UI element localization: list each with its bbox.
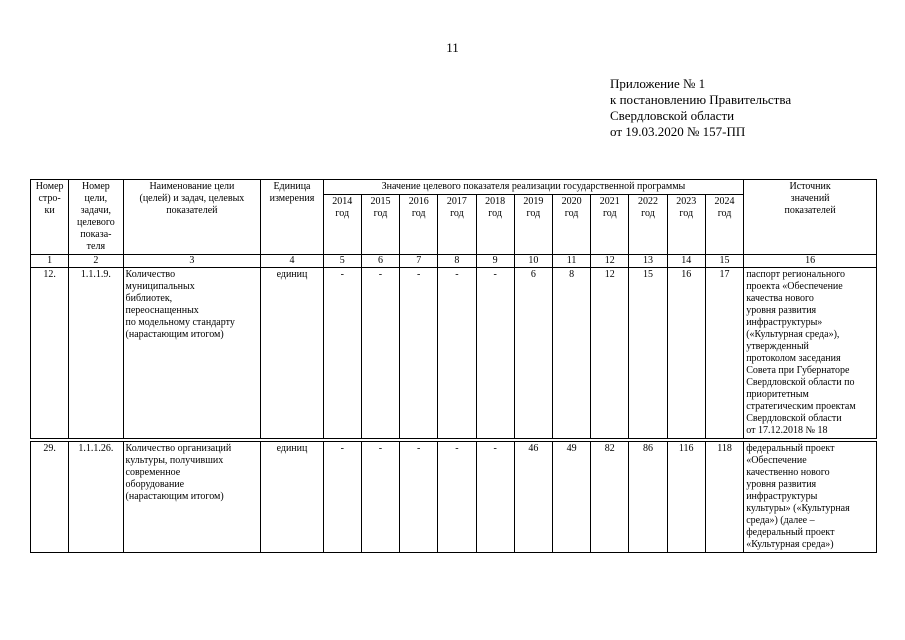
column-number: 3 bbox=[123, 255, 261, 268]
source-line: «Культурная среда») bbox=[746, 539, 834, 550]
indicator-name bbox=[123, 442, 261, 553]
column-number: 10 bbox=[514, 255, 552, 268]
year-value-cell: - bbox=[361, 442, 399, 553]
source bbox=[744, 268, 877, 439]
source-line: среда») (далее – bbox=[746, 515, 815, 526]
year-value-cell: 46 bbox=[514, 442, 552, 553]
column-number: 1 bbox=[31, 255, 69, 268]
source bbox=[744, 442, 877, 553]
year-value-cell: - bbox=[400, 268, 438, 439]
source-line: паспорт регионального bbox=[746, 269, 846, 280]
source-line: уровня развития bbox=[746, 305, 817, 316]
year-value-cell: - bbox=[400, 442, 438, 553]
source-line: («Культурная среда»), bbox=[746, 329, 840, 340]
appendix-line: от 19.03.2020 № 157-ПП bbox=[610, 124, 746, 139]
source-line: качества нового bbox=[746, 293, 814, 304]
header-line: Источник bbox=[789, 181, 831, 192]
year-value-cell: 8 bbox=[552, 268, 590, 439]
indicator-name bbox=[123, 268, 261, 439]
source-line: приоритетным bbox=[746, 389, 809, 400]
source-line: протоколом заседания bbox=[746, 353, 841, 364]
year-value-cell: 86 bbox=[629, 442, 667, 553]
column-number: 12 bbox=[591, 255, 629, 268]
year-value: 2014 bbox=[332, 196, 353, 207]
year-value: 2021 bbox=[599, 196, 620, 207]
year-value-cell: - bbox=[361, 268, 399, 439]
name-line: переоснащенных bbox=[125, 305, 199, 316]
year-value-cell: 82 bbox=[591, 442, 629, 553]
header-value-group: Значение целевого показателя реализации государственной программы bbox=[323, 180, 744, 195]
year-word: год bbox=[564, 208, 579, 219]
unit: единиц bbox=[261, 442, 323, 553]
name-line: (нарастающим итогом) bbox=[125, 491, 224, 502]
source-line: утвержденный bbox=[746, 341, 809, 352]
column-number: 11 bbox=[552, 255, 590, 268]
header-year bbox=[667, 195, 705, 255]
header-name bbox=[123, 180, 261, 255]
goal-number: 1.1.1.9. bbox=[69, 268, 123, 439]
year-word: год bbox=[602, 208, 617, 219]
header-line: показателей bbox=[784, 205, 836, 216]
source-line: Свердловской области по bbox=[746, 377, 855, 388]
header-year bbox=[438, 195, 476, 255]
year-word: год bbox=[679, 208, 694, 219]
header-source bbox=[744, 180, 877, 255]
column-number: 4 bbox=[261, 255, 323, 268]
source-line: культуры» («Культурная bbox=[746, 503, 850, 514]
header-year bbox=[629, 195, 667, 255]
column-number: 16 bbox=[744, 255, 877, 268]
header-line: показа- bbox=[80, 229, 112, 240]
year-value-cell: - bbox=[323, 442, 361, 553]
header-line: задачи, bbox=[80, 205, 112, 216]
header-line: теля bbox=[86, 241, 106, 252]
header-row-top bbox=[31, 180, 877, 195]
year-value: 2015 bbox=[370, 196, 391, 207]
year-value-cell: 49 bbox=[552, 442, 590, 553]
year-word: год bbox=[488, 208, 502, 219]
goal-number: 1.1.1.26. bbox=[69, 442, 123, 553]
header-goal-number bbox=[69, 180, 123, 255]
table-row bbox=[31, 268, 877, 439]
header-year bbox=[323, 195, 361, 255]
column-number: 14 bbox=[667, 255, 705, 268]
source-line: федеральный проект bbox=[746, 443, 835, 454]
year-value: 2017 bbox=[446, 196, 467, 207]
source-line: от 17.12.2018 № 18 bbox=[746, 425, 828, 436]
name-line: библиотек, bbox=[125, 293, 173, 304]
year-value-cell: - bbox=[438, 268, 476, 439]
year-value-cell: 6 bbox=[514, 268, 552, 439]
year-word: год bbox=[335, 208, 350, 219]
header-unit bbox=[261, 180, 323, 255]
page-number: 11 bbox=[446, 40, 459, 55]
year-value: 2020 bbox=[561, 196, 582, 207]
name-line: муниципальных bbox=[125, 281, 195, 292]
header-line: измерения bbox=[269, 193, 315, 204]
year-word: год bbox=[641, 208, 655, 219]
row-number: 12. bbox=[31, 268, 69, 439]
year-value: 2019 bbox=[523, 196, 544, 207]
year-word: год bbox=[450, 208, 464, 219]
column-number: 6 bbox=[361, 255, 399, 268]
header-year bbox=[476, 195, 514, 255]
year-value-cell: - bbox=[438, 442, 476, 553]
source-line: Свердловской области bbox=[746, 413, 842, 424]
year-value-cell: 16 bbox=[667, 268, 705, 439]
year-value-cell: 118 bbox=[705, 442, 743, 553]
year-value: 2022 bbox=[638, 196, 658, 207]
name-line: (нарастающим итогом) bbox=[125, 329, 224, 340]
column-number-row bbox=[31, 255, 877, 268]
appendix-header bbox=[610, 76, 791, 140]
name-line: Количество организаций bbox=[125, 443, 232, 454]
year-value-cell: - bbox=[476, 268, 514, 439]
appendix-line: к постановлению Правительства bbox=[610, 92, 792, 107]
year-word: год bbox=[373, 208, 388, 219]
header-year bbox=[361, 195, 399, 255]
name-line: современное bbox=[125, 467, 181, 478]
appendix-line: Приложение № 1 bbox=[610, 76, 706, 91]
column-number: 2 bbox=[69, 255, 123, 268]
source-line: инфраструктуры bbox=[746, 491, 818, 502]
header-line: значений bbox=[790, 193, 830, 204]
source-line: инфраструктуры» bbox=[746, 317, 823, 328]
appendix-line: Свердловской области bbox=[610, 108, 735, 123]
unit: единиц bbox=[261, 268, 323, 439]
year-value: 2023 bbox=[676, 196, 697, 207]
year-word: год bbox=[717, 208, 732, 219]
header-line: Единица bbox=[273, 181, 311, 192]
year-value-cell: - bbox=[323, 268, 361, 439]
header-line: (целей) и задач, целевых bbox=[139, 193, 245, 204]
row-number: 29. bbox=[31, 442, 69, 553]
table-row bbox=[31, 442, 877, 553]
header-line: Наименование цели bbox=[149, 181, 235, 192]
column-number: 7 bbox=[400, 255, 438, 268]
column-number: 13 bbox=[629, 255, 667, 268]
year-value-cell: 15 bbox=[629, 268, 667, 439]
year-word: год bbox=[411, 208, 426, 219]
header-year bbox=[514, 195, 552, 255]
source-line: «Обеспечение bbox=[746, 455, 807, 466]
year-value-cell: 12 bbox=[591, 268, 629, 439]
year-value-cell: 116 bbox=[667, 442, 705, 553]
header-line: цели, bbox=[84, 193, 108, 204]
source-line: проекта «Обеспечение bbox=[746, 281, 843, 292]
source-line: уровня развития bbox=[746, 479, 817, 490]
column-number: 8 bbox=[438, 255, 476, 268]
header-line: Номер bbox=[81, 181, 110, 192]
source-line: Совета при Губернаторе bbox=[746, 365, 850, 376]
header-line: Номер bbox=[35, 181, 64, 192]
year-value-cell: - bbox=[476, 442, 514, 553]
name-line: культуры, получивших bbox=[125, 455, 224, 466]
year-value: 2016 bbox=[408, 196, 429, 207]
indicators-table bbox=[30, 179, 877, 553]
year-value-cell: 17 bbox=[705, 268, 743, 439]
source-line: федеральный проект bbox=[746, 527, 835, 538]
year-value: 2018 bbox=[485, 196, 506, 207]
header-line: ки bbox=[44, 205, 55, 216]
name-line: по модельному стандарту bbox=[125, 317, 235, 328]
name-line: Количество bbox=[125, 269, 176, 280]
source-line: качественно нового bbox=[746, 467, 830, 478]
header-row-number bbox=[31, 180, 69, 255]
header-line: стро- bbox=[38, 193, 61, 204]
header-year bbox=[552, 195, 590, 255]
year-word: год bbox=[526, 208, 541, 219]
column-number: 15 bbox=[705, 255, 743, 268]
column-number: 5 bbox=[323, 255, 361, 268]
name-line: оборудование bbox=[125, 479, 185, 490]
header-line: показателей bbox=[166, 205, 218, 216]
column-number: 9 bbox=[476, 255, 514, 268]
year-value: 2024 bbox=[714, 196, 735, 207]
header-year bbox=[705, 195, 743, 255]
header-year bbox=[591, 195, 629, 255]
header-line: целевого bbox=[77, 217, 115, 228]
source-line: стратегическим проектам bbox=[746, 401, 856, 412]
header-year bbox=[400, 195, 438, 255]
